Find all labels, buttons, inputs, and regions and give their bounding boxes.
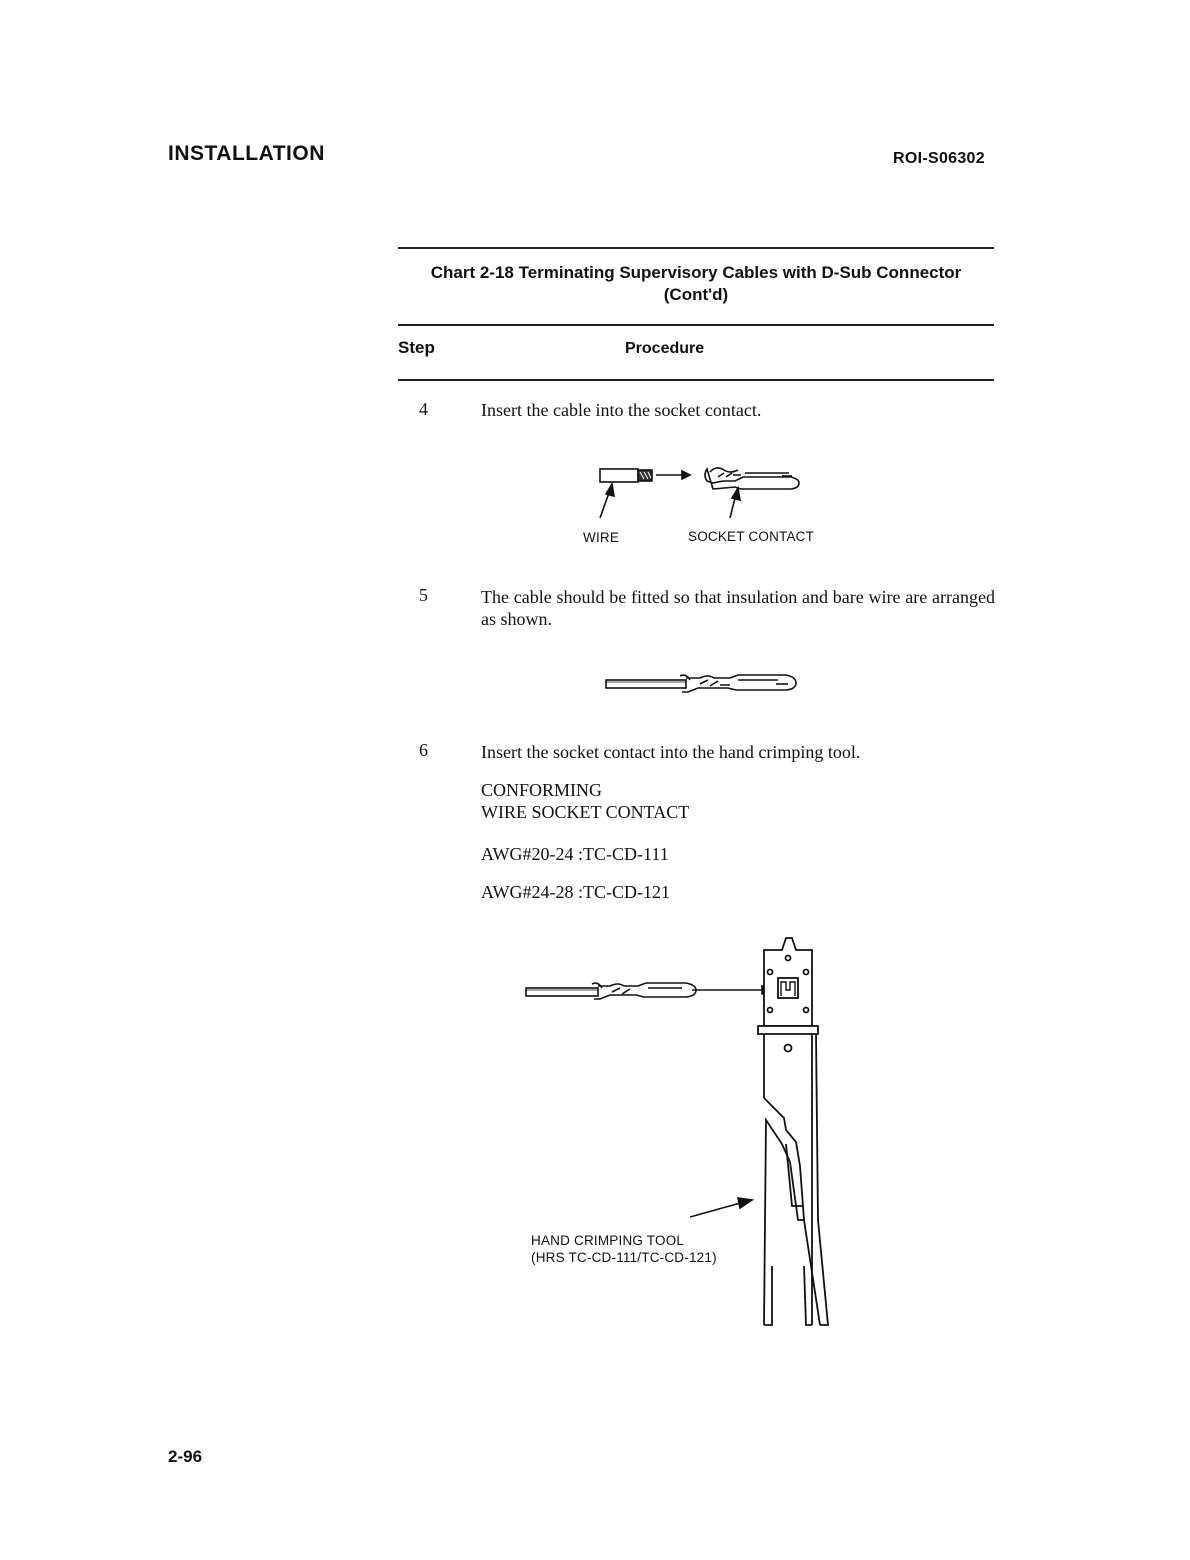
socket-contact-label: SOCKET CONTACT [688, 529, 815, 544]
document-id: ROI-S06302 [893, 150, 985, 167]
step-number: 5 [419, 585, 428, 605]
wire-label: WIRE [583, 530, 620, 545]
chart-title [398, 262, 994, 306]
page-number: 2-96 [168, 1447, 203, 1466]
awg-spec-2: AWG#24-28 :TC-CD-121 [481, 882, 671, 902]
step-text: Insert the socket contact into the hand crimping tool. [481, 742, 861, 762]
column-header-step: Step [398, 338, 435, 357]
wire-and-socket-figure [590, 460, 830, 520]
wire-socket-contact-label: WIRE SOCKET CONTACT [481, 802, 690, 822]
crimping-tool-figure [520, 930, 850, 1335]
hand-crimping-tool-label: HAND CRIMPING TOOL [531, 1233, 685, 1248]
chart-title-line1: Chart 2-18 Terminating Supervisory Cables with D-Sub Connector [430, 263, 962, 282]
step-text: The cable should be fitted so that insulation and bare wire are arranged as shown. [481, 587, 995, 629]
conforming-label: CONFORMING [481, 780, 603, 800]
socket-contact-drawing [526, 983, 770, 999]
wire-drawing [600, 469, 690, 482]
fitted-contact-drawing [606, 675, 796, 692]
column-header-procedure: Procedure [625, 340, 705, 357]
column-rule [398, 379, 994, 381]
step-number: 4 [419, 399, 428, 419]
section-title: INSTALLATION [168, 142, 325, 165]
socket-contact-drawing [705, 468, 799, 489]
tool-model-label: (HRS TC-CD-111/TC-CD-121) [531, 1250, 717, 1265]
awg-spec-1: AWG#20-24 :TC-CD-111 [481, 844, 669, 864]
step-text: Insert the cable into the socket contact. [481, 400, 762, 420]
fitted-contact-figure [600, 668, 815, 708]
chart-title-line2: (Cont'd) [663, 285, 729, 304]
crimping-tool-drawing [758, 938, 828, 1325]
step-number: 6 [419, 740, 428, 760]
tool-pointer-arrow [690, 1198, 752, 1217]
top-rule [398, 247, 994, 249]
header-rule [398, 324, 994, 326]
